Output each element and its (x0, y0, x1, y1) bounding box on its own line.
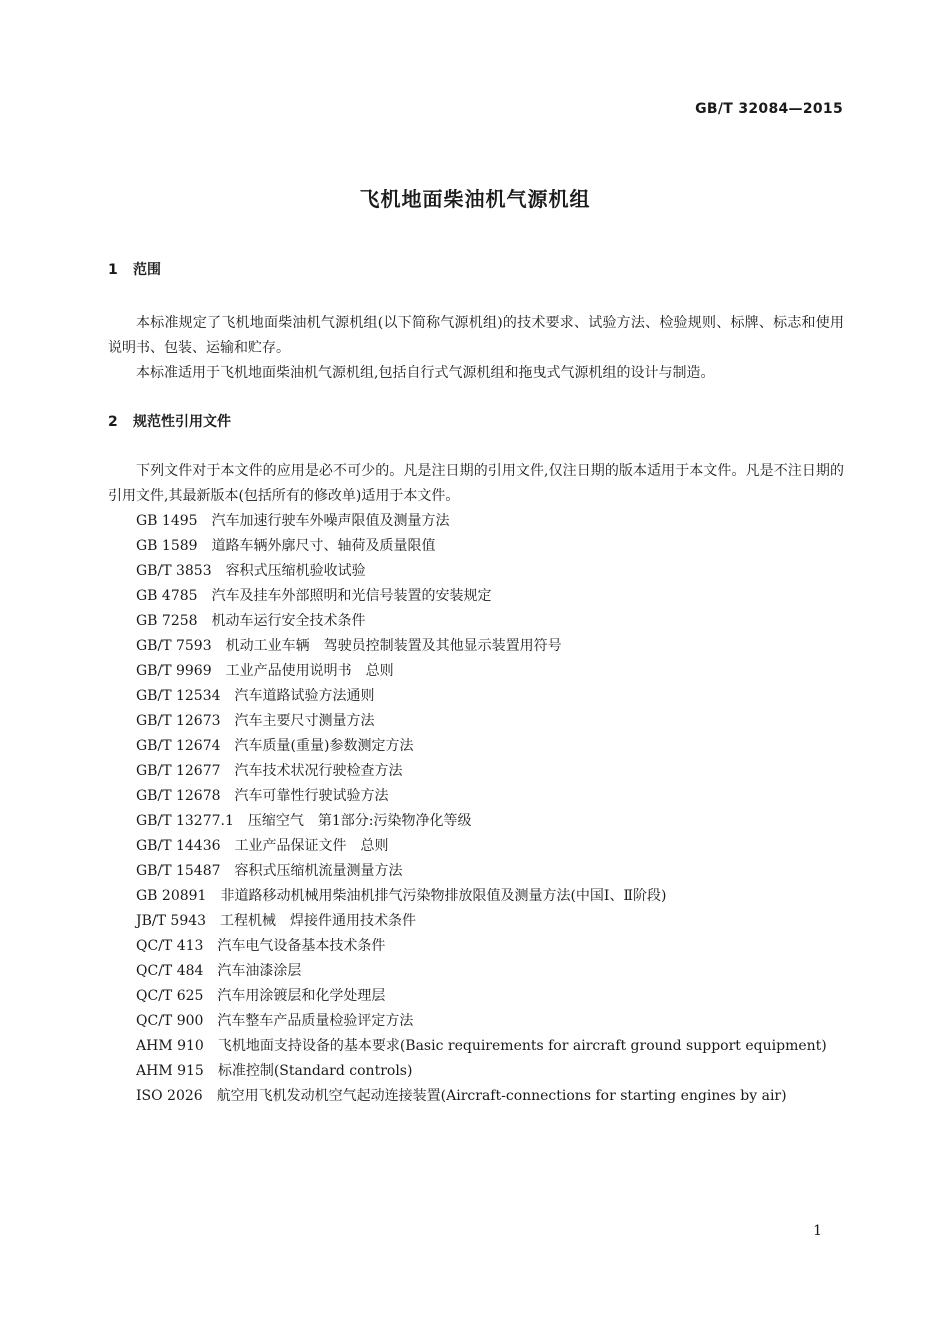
reference-item (108, 659, 844, 684)
reference-code: GB 1495 (136, 513, 198, 529)
reference-title: 非道路移动机械用柴油机排气污染物排放限值及测量方法(中国Ⅰ、Ⅱ阶段) (220, 888, 667, 904)
reference-item (108, 1034, 844, 1059)
reference-item (108, 884, 844, 909)
reference-item (108, 809, 844, 834)
reference-code: GB/T 12674 (136, 738, 221, 754)
reference-item (108, 959, 844, 984)
page-number: 1 (813, 1223, 822, 1239)
reference-title: 机动工业车辆 驾驶员控制装置及其他显示装置用符号 (225, 638, 562, 654)
reference-item (108, 609, 844, 634)
reference-item (108, 1059, 844, 1084)
reference-title: 航空用飞机发动机空气起动连接装置(Aircraft-connections for starting engines by air) (216, 1088, 787, 1104)
reference-item (108, 534, 844, 559)
reference-title: 汽车技术状况行驶检查方法 (234, 763, 403, 779)
reference-item (108, 509, 844, 534)
reference-title: 汽车加速行驶车外噪声限值及测量方法 (211, 513, 450, 529)
reference-item (108, 984, 844, 1009)
scope-paragraph: 本标准规定了飞机地面柴油机气源机组(以下简称气源机组)的技术要求、试验方法、检验规则、标牌、标志和使用说明书、包装、运输和贮存。 (108, 315, 844, 356)
reference-code: GB 20891 (136, 888, 207, 904)
reference-item (108, 684, 844, 709)
reference-title: 工业产品保证文件 总则 (234, 838, 389, 854)
reference-title: 汽车油漆涂层 (217, 963, 302, 979)
reference-code: GB/T 12673 (136, 713, 221, 729)
section-heading-scope (108, 258, 844, 283)
reference-code: ISO 2026 (136, 1088, 203, 1104)
reference-title: 容积式压缩机验收试验 (225, 563, 366, 579)
reference-code: GB/T 15487 (136, 863, 221, 879)
reference-code: GB/T 12677 (136, 763, 221, 779)
reference-code: GB/T 9969 (136, 663, 212, 679)
section-number: 1 (108, 262, 118, 278)
reference-code: QC/T 484 (136, 963, 204, 979)
reference-item (108, 634, 844, 659)
reference-title: 标准控制(Standard controls) (217, 1063, 413, 1079)
reference-item (108, 934, 844, 959)
reference-code: AHM 910 (136, 1038, 204, 1054)
reference-item (108, 909, 844, 934)
reference-title: 工程机械 焊接件通用技术条件 (220, 913, 417, 929)
reference-list (108, 509, 844, 1109)
reference-title: 汽车电气设备基本技术条件 (217, 938, 386, 954)
reference-title: 压缩空气 第1部分:污染物净化等级 (247, 813, 472, 829)
references-intro-paragraph: 下列文件对于本文件的应用是必不可少的。凡是注日期的引用文件,仅注日期的版本适用于本文件。凡是不注日期的引用文件,其最新版本(包括所有的修改单)适用于本文件。 (108, 463, 844, 504)
reference-title: 汽车道路试验方法通则 (234, 688, 375, 704)
reference-code: QC/T 900 (136, 1013, 204, 1029)
reference-code: AHM 915 (136, 1063, 204, 1079)
reference-title: 工业产品使用说明书 总则 (225, 663, 394, 679)
reference-code: GB/T 7593 (136, 638, 212, 654)
reference-item (108, 1084, 844, 1109)
standard-code: GB/T 32084—2015 (695, 101, 843, 117)
section-heading-normative-references (108, 410, 844, 435)
reference-code: JB/T 5943 (136, 913, 207, 929)
reference-code: GB 7258 (136, 613, 198, 629)
reference-title: 道路车辆外廓尺寸、轴荷及质量限值 (211, 538, 436, 554)
reference-code: QC/T 625 (136, 988, 204, 1004)
document-title: 飞机地面柴油机气源机组 (359, 187, 591, 211)
reference-title: 汽车质量(重量)参数测定方法 (234, 738, 414, 754)
reference-title: 汽车及挂车外部照明和光信号装置的安装规定 (211, 588, 492, 604)
reference-title: 汽车用涂镀层和化学处理层 (217, 988, 386, 1004)
reference-code: GB/T 12534 (136, 688, 221, 704)
document-body (108, 258, 844, 1109)
reference-item (108, 859, 844, 884)
reference-title: 汽车可靠性行驶试验方法 (234, 788, 389, 804)
section-number: 2 (108, 414, 118, 430)
scope-paragraph: 本标准适用于飞机地面柴油机气源机组,包括自行式气源机组和拖曳式气源机组的设计与制造。 (136, 365, 715, 381)
reference-code: GB 1589 (136, 538, 198, 554)
reference-item (108, 784, 844, 809)
section-title: 范围 (133, 262, 161, 278)
reference-item (108, 1009, 844, 1034)
reference-code: GB/T 12678 (136, 788, 221, 804)
reference-item (108, 834, 844, 859)
reference-code: GB/T 13277.1 (136, 813, 234, 829)
reference-title: 汽车整车产品质量检验评定方法 (217, 1013, 414, 1029)
reference-code: GB/T 14436 (136, 838, 221, 854)
section-title: 规范性引用文件 (133, 414, 231, 430)
reference-title: 容积式压缩机流量测量方法 (234, 863, 403, 879)
reference-item (108, 559, 844, 584)
reference-code: GB 4785 (136, 588, 198, 604)
reference-item (108, 584, 844, 609)
reference-item (108, 734, 844, 759)
reference-title: 机动车运行安全技术条件 (211, 613, 366, 629)
reference-title: 汽车主要尺寸测量方法 (234, 713, 375, 729)
reference-code: QC/T 413 (136, 938, 204, 954)
reference-item (108, 759, 844, 784)
reference-item (108, 709, 844, 734)
reference-code: GB/T 3853 (136, 563, 212, 579)
reference-title: 飞机地面支持设备的基本要求(Basic requirements for aircraft ground support equipment) (217, 1038, 827, 1054)
